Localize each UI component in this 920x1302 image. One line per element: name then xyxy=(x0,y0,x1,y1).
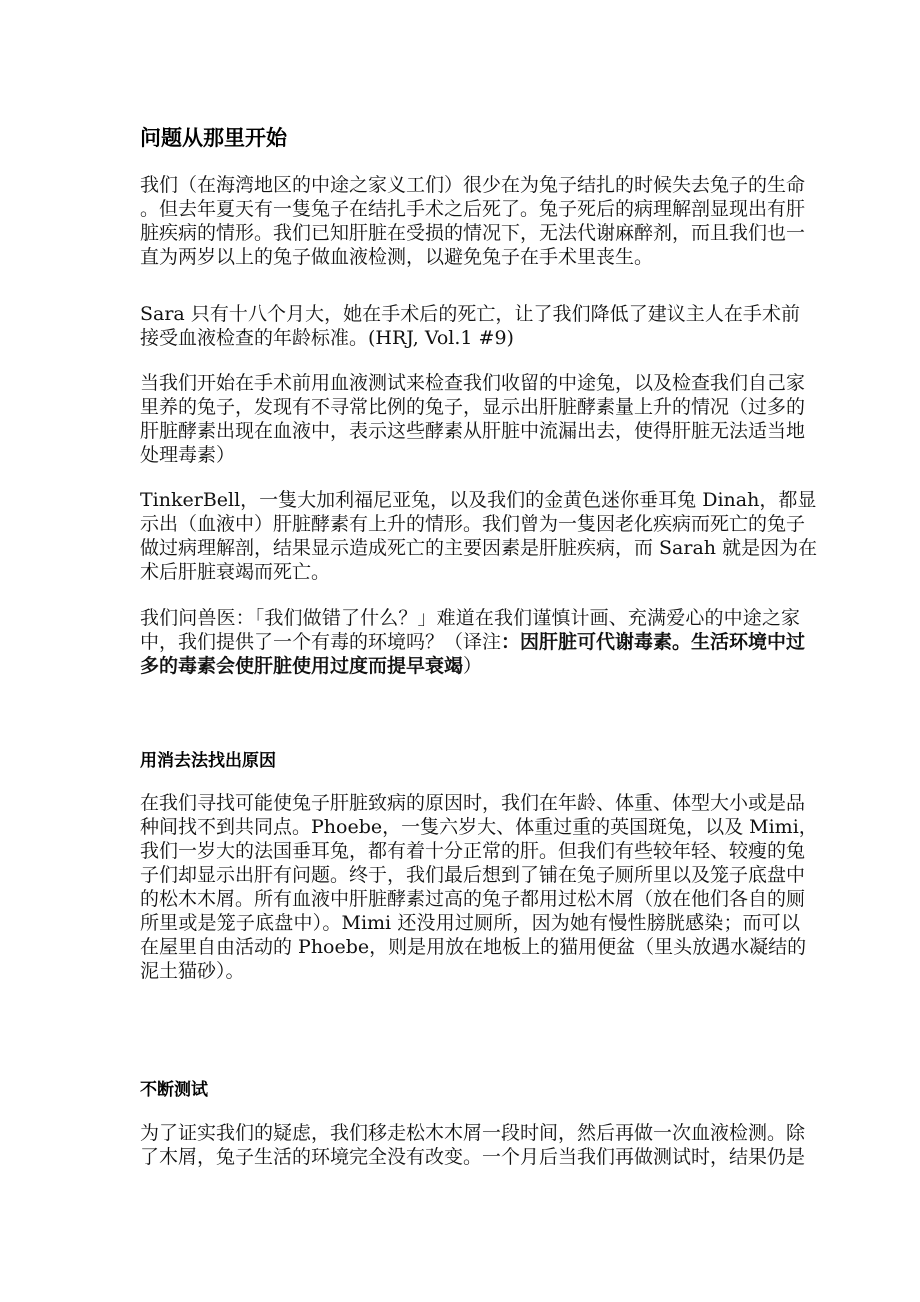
translator-note-bold: 多的毒素会使肝脏使用过度而提早衰竭 xyxy=(140,655,464,677)
text-line: 的松木木屑。所有血液中肝脏酵素过高的兔子都用过松木屑（放在他们各自的厕 xyxy=(140,888,806,910)
text-line: 种间找不到共同点。Phoebe，一隻六岁大、体重过重的英国斑兔，以及 Mimi， xyxy=(140,816,818,838)
text-line: 处理毒素） xyxy=(140,444,236,466)
text-line xyxy=(140,630,806,654)
text-line: 当我们开始在手术前用血液测试来检查我们收留的中途兔，以及检查我们自己家 xyxy=(140,372,806,394)
section-heading: 不断测试 xyxy=(140,1080,208,1100)
paragraph xyxy=(140,1121,810,1169)
text-line: 了木屑，兔子生活的环境完全没有改变。一个月后当我们再做测试时，结果仍是 xyxy=(140,1146,806,1168)
text-line: 泥土猫砂）。 xyxy=(140,960,245,982)
paragraph xyxy=(140,302,810,350)
text-line: 我们一岁大的法国垂耳兔，都有着十分正常的肝。但我们有些较年轻、较瘦的兔 xyxy=(140,840,806,862)
text-line: 在屋里自由活动的 Phoebe，则是用放在地板上的猫用便盆（里头放遇水凝结的 xyxy=(140,936,807,958)
text-line: 示出（血液中）肝脏酵素有上升的情形。我们曾为一隻因老化疾病而死亡的兔子 xyxy=(140,513,806,535)
text-line xyxy=(140,654,800,678)
text-line: 肝脏酵素出现在血液中，表示这些酵素从肝脏中流漏出去，使得肝脏无法适当地 xyxy=(140,420,806,442)
text-line: 术后肝脏衰竭而死亡。 xyxy=(140,561,331,583)
plain-text: ） xyxy=(463,655,483,677)
paragraph xyxy=(140,606,810,678)
text-line: 为了证实我们的疑虑，我们移走松木木屑一段时间，然后再做一次血液检测。除 xyxy=(140,1122,806,1144)
paragraph xyxy=(140,371,810,467)
paragraph xyxy=(140,173,810,269)
plain-text: 中，我们提供了一个有毒的环境吗？（译注 xyxy=(140,631,502,653)
text-line: 里养的兔子，发现有不寻常比例的兔子，显示出肝脏酵素量上升的情况（过多的 xyxy=(140,396,806,418)
paragraph xyxy=(140,791,818,983)
text-line: 我们（在海湾地区的中途之家义工们）很少在为兔子结扎的时候失去兔子的生命 xyxy=(140,174,806,196)
text-line: 脏疾病的情形。我们已知肝脏在受损的情况下，无法代谢麻醉剂，而且我们也一 xyxy=(140,222,806,244)
section-heading: 问题从那里开始 xyxy=(140,126,287,150)
text-line: 直为两岁以上的兔子做血液检测，以避免兔子在手术里丧生。 xyxy=(140,246,654,268)
text-line: 做过病理解剖，结果显示造成死亡的主要因素是肝脏疾病，而 Sarah 就是因为在 xyxy=(140,537,818,559)
paragraph xyxy=(140,488,818,584)
section-heading: 用消去法找出原因 xyxy=(140,751,276,771)
text-line: 在我们寻找可能使兔子肝脏致病的原因时，我们在年龄、体重、体型大小或是品 xyxy=(140,792,806,814)
text-line: Sara 只有十八个月大，她在手术后的死亡，让了我们降低了建议主人在手术前 xyxy=(140,303,800,325)
text-line: 所里或是笼子底盘中）。Mimi 还没用过厕所，因为她有慢性膀胱感染；而可以 xyxy=(140,912,800,934)
text-line: TinkerBell，一隻大加利福尼亚兔，以及我们的金黄色迷你垂耳兔 Dinah，都显 xyxy=(140,489,817,511)
text-line: 。但去年夏天有一隻兔子在结扎手术之后死了。兔子死后的病理解剖显现出有肝 xyxy=(140,198,806,220)
text-line: 子们却显示出肝有问题。终于，我们最后想到了铺在兔子厕所里以及笼子底盘中 xyxy=(140,864,806,886)
translator-note-bold: ：因肝脏可代谢毒素。生活环境中过 xyxy=(501,631,806,653)
text-line: 接受血液检查的年龄标准。(HRJ, Vol.1 #9) xyxy=(140,327,514,349)
text-line: 我们问兽医：「我们做错了什么？」难道在我们谨慎计画、充满爱心的中途之家 xyxy=(140,607,800,629)
